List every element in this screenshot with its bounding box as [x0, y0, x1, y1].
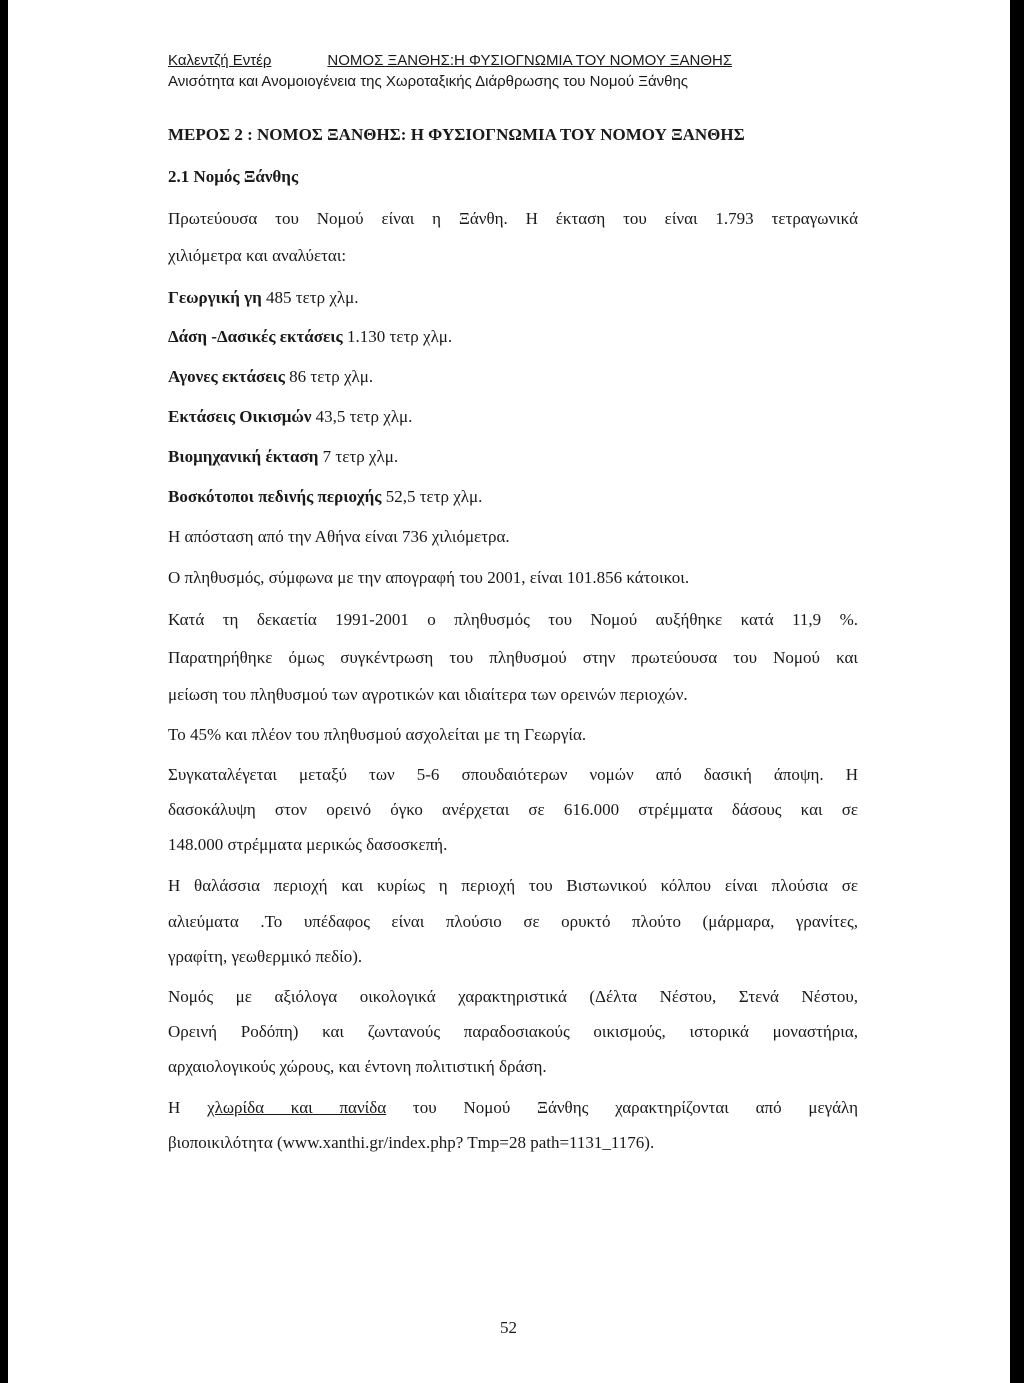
land-use-item [168, 288, 358, 308]
running-header [168, 52, 732, 69]
land-use-item [168, 367, 373, 387]
subsection-title: 2.1 Νομός Ξάνθης [168, 167, 299, 186]
agriculture-text: Το 45% και πλέον του πληθυσμού ασχολείται με τη Γεωργία. [168, 725, 587, 744]
land-use-label: Βοσκότοποι πεδινής περιοχής [168, 487, 382, 506]
ecology-line-2: Ορεινή Ροδόπη) και ζωντανούς παραδοσιακούς οικισμούς, ιστορικά μοναστήρια, [168, 1022, 858, 1041]
land-use-value: 86 τετρ χλμ. [284, 367, 374, 386]
header-author: Καλεντζή Εντέρ [168, 52, 272, 69]
forestry-line-3: 148.000 στρέμματα μερικώς δασοσκεπή. [168, 835, 448, 854]
land-use-value: 1.130 τετρ χλμ. [342, 327, 453, 346]
intro-line-1: Πρωτεύουσα του Νομού είναι η Ξάνθη. Η έκταση του είναι 1.793 τετραγωνικά [168, 209, 858, 228]
forestry-line-1: Συγκαταλέγεται μεταξύ των 5-6 σπουδαιότερων νομών από δασική άποψη. Η [168, 765, 858, 784]
land-use-item [168, 327, 452, 347]
land-use-value: 52,5 τετρ χλμ. [381, 487, 483, 506]
flora-line-1 [168, 1098, 858, 1118]
growth-text: Κατά τη δεκαετία 1991-2001 ο πληθυσμός του Νομού αυξήθηκε κατά 11,9 %. [168, 610, 858, 629]
marine-line-3: γραφίτη, γεωθερμικό πεδίο). [168, 947, 363, 966]
ecology-line-1: Νομός με αξιόλογα οικολογικά χαρακτηριστικά (Δέλτα Νέστου, Στενά Νέστου, [168, 987, 858, 1006]
flora-prefix: Η [168, 1098, 208, 1117]
land-use-label: Δάση -Δασικές εκτάσεις [168, 327, 343, 346]
flora-suffix: του Νομού Ξάνθης χαρακτηρίζονται από μεγάλη [386, 1098, 858, 1117]
land-use-label: Βιομηχανική έκταση [168, 447, 319, 466]
marine-line-2: αλιεύματα .Το υπέδαφος είναι πλούσιο σε ορυκτό πλούτο (μάρμαρα, γρανίτες, [168, 912, 858, 931]
land-use-item [168, 407, 412, 427]
land-use-item [168, 487, 482, 507]
header-title: ΝΟΜΟΣ ΞΑΝΘΗΣ:Η ΦΥΣΙΟΓΝΩΜΙΑ ΤΟΥ ΝΟΜΟΥ ΞΑΝΘΗΣ [327, 52, 733, 69]
ecology-line-3: αρχαιολογικούς χώρους, και έντονη πολιτιστική δράση. [168, 1057, 547, 1076]
forestry-line-2: δασοκάλυψη στον ορεινό όγκο ανέρχεται σε 616.000 στρέμματα δάσους και σε [168, 800, 858, 819]
section-title: ΜΕΡΟΣ 2 : ΝΟΜΟΣ ΞΑΝΘΗΣ: Η ΦΥΣΙΟΓΝΩΜΙΑ ΤΟΥ ΝΟΜΟΥ ΞΑΝΘΗΣ [168, 125, 745, 144]
concentration-line-1: Παρατηρήθηκε όμως συγκέντρωση του πληθυσμού στην πρωτεύουσα του Νομού και [168, 648, 858, 667]
land-use-label: Γεωργική γη [168, 288, 262, 307]
land-use-value: 43,5 τετρ χλμ. [311, 407, 413, 426]
land-use-label: Εκτάσεις Οικισμών [168, 407, 312, 426]
land-use-label: Αγονες εκτάσεις [168, 367, 285, 386]
flora-fauna-link: χλωρίδα και πανίδα [207, 1098, 387, 1117]
population-text: Ο πληθυσμός, σύμφωνα με την απογραφή του 2001, είναι 101.856 κάτοικοι. [168, 568, 690, 587]
land-use-value: 7 τετρ χλμ. [318, 447, 399, 466]
intro-line-2: χιλιόμετρα και αναλύεται: [168, 246, 347, 265]
distance-text: Η απόσταση από την Αθήνα είναι 736 χιλιόμετρα. [168, 527, 510, 546]
page-number: 52 [500, 1318, 517, 1337]
land-use-value: 485 τετρ χλμ. [261, 288, 359, 307]
header-subtitle: Ανισότητα και Ανομοιογένεια της Χωροταξικής Διάρθρωσης του Νομού Ξάνθης [168, 73, 689, 90]
land-use-item [168, 447, 398, 467]
flora-line-2: βιοποικιλότητα (www.xanthi.gr/index.php? Tmp=28 path=1131_1176). [168, 1133, 655, 1152]
marine-line-1: Η θαλάσσια περιοχή και κυρίως η περιοχή του Βιστωνικού κόλπου είναι πλούσια σε [168, 876, 858, 895]
concentration-line-2: μείωση του πληθυσμού των αγροτικών και ιδιαίτερα των ορεινών περιοχών. [168, 685, 688, 704]
